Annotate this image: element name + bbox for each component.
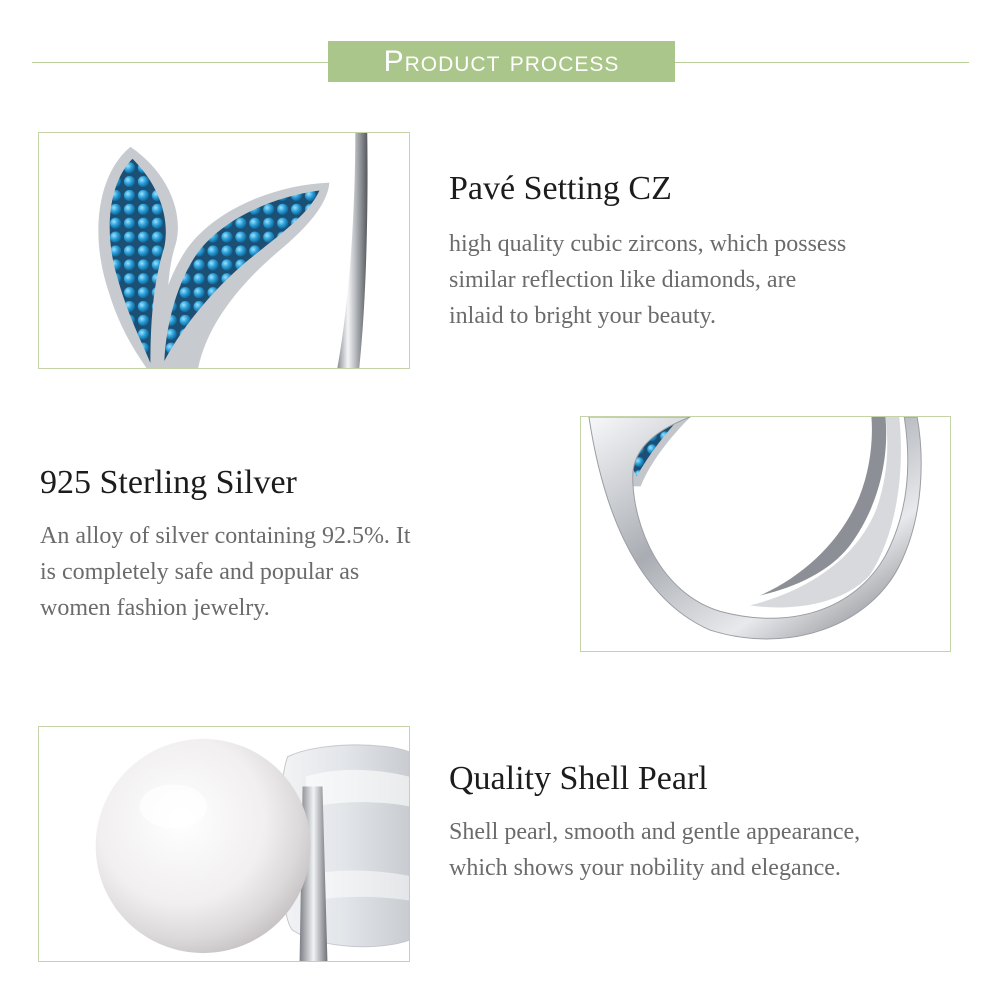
- description-line: inlaid to bright your beauty.: [449, 303, 717, 329]
- shell-pearl-description: [449, 814, 860, 886]
- sterling-silver-ring-photo: [580, 416, 951, 652]
- sterling-silver-description: [40, 518, 411, 626]
- shell-pearl-photo: [38, 726, 410, 962]
- section-header-title: Product process: [383, 44, 620, 78]
- description-line: is completely safe and popular as: [40, 559, 360, 585]
- description-line: similar reflection like diamonds, are: [449, 267, 797, 293]
- sterling-silver-title: 925 Sterling Silver: [40, 464, 297, 501]
- pave-setting-description: [449, 226, 846, 334]
- description-line: An alloy of silver containing 92.5%. It: [40, 523, 411, 549]
- pave-setting-photo: [38, 132, 410, 369]
- header-divider-right: [675, 62, 969, 63]
- shell-pearl-title: Quality Shell Pearl: [449, 760, 708, 797]
- description-line: Shell pearl, smooth and gentle appearance,: [449, 819, 861, 845]
- pave-setting-title: Pavé Setting CZ: [449, 170, 672, 207]
- section-header-banner: [328, 41, 675, 82]
- description-line: high quality cubic zircons, which possess: [449, 231, 847, 257]
- description-line: which shows your nobility and elegance.: [449, 855, 841, 881]
- description-line: women fashion jewelry.: [40, 595, 270, 621]
- header-divider-left: [32, 62, 328, 63]
